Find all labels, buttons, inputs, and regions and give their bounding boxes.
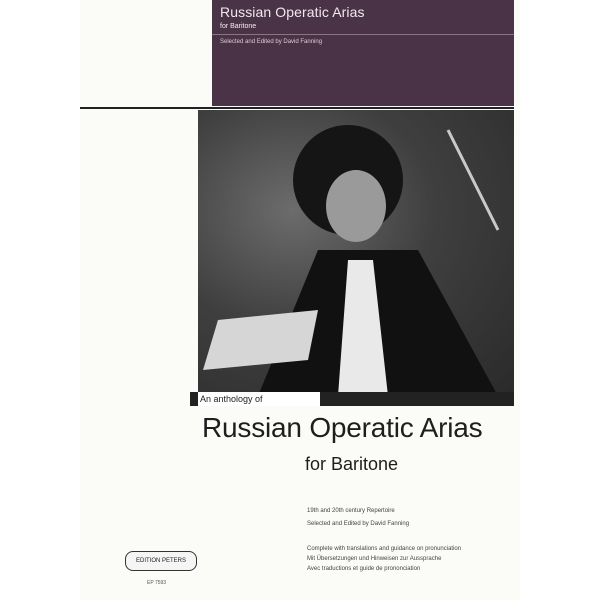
cover-title: Russian Operatic Arias [202, 412, 483, 443]
header-band [212, 0, 514, 106]
translation-note-en: Complete with translations and guidance on pronunciation [307, 546, 462, 552]
composer-photo [198, 110, 514, 396]
top-rule [80, 107, 514, 109]
translation-note-fr: Avec traductions et guide de prononciation [307, 566, 421, 572]
header-title: Russian Operatic Arias [220, 4, 365, 20]
header-editor: Selected and Edited by David Fanning [220, 39, 323, 45]
editor-text: Selected and Edited by David Fanning [307, 521, 410, 527]
publisher-logo: EDITION PETERS [125, 551, 197, 571]
header-subtitle: for Baritone [220, 23, 257, 30]
repertoire-text: 19th and 20th century Repertoire [307, 508, 395, 514]
anthology-label: An anthology of [198, 392, 320, 406]
composer-illustration [198, 110, 514, 396]
translation-note-de: Mit Übersetzungen und Hinweisen zur Aussprache [307, 556, 442, 562]
catalog-number: EP 7593 [147, 580, 167, 586]
header-divider [212, 34, 514, 35]
cover-subtitle: for Baritone [305, 454, 399, 474]
